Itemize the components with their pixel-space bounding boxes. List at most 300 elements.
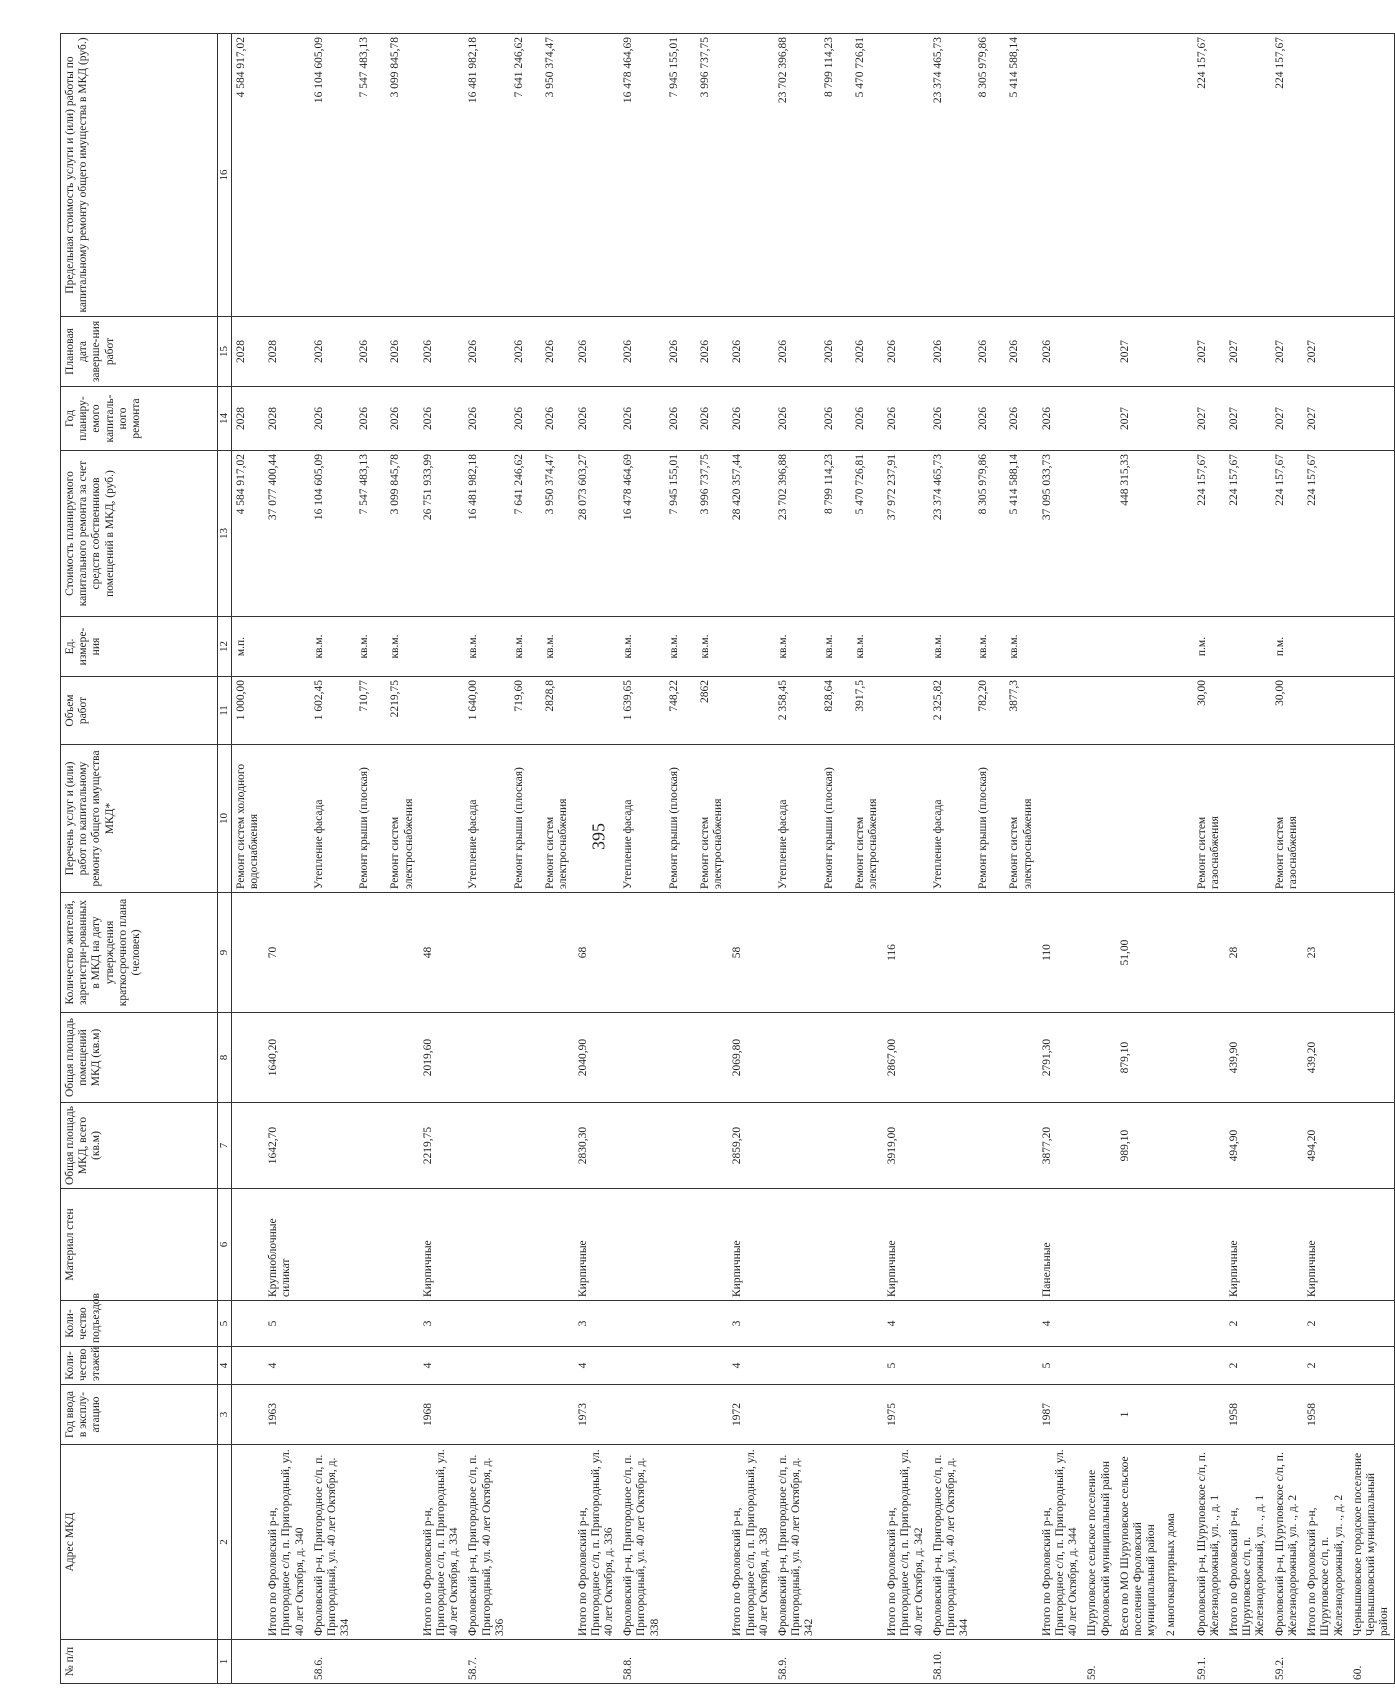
table-cell — [1038, 677, 1084, 745]
table-cell — [419, 677, 465, 745]
column-number-cell: 11 — [218, 677, 232, 745]
table-cell — [851, 1103, 883, 1189]
table-cell: Утепление фасада — [929, 745, 975, 893]
table-cell — [541, 893, 573, 1013]
table-cell — [1225, 1640, 1271, 1684]
table-cell: 8 305 979,86 — [974, 34, 1005, 317]
table-cell — [386, 893, 418, 1013]
table-cell — [1193, 1347, 1225, 1385]
table-row — [619, 34, 665, 1684]
table-cell: 28 420 357,44 — [728, 451, 774, 617]
table-cell — [386, 1103, 418, 1189]
table-cell: 2026 — [1038, 317, 1084, 387]
table-cell: 879,10 — [1116, 1013, 1162, 1103]
table-cell — [851, 1301, 883, 1347]
table-cell — [1162, 617, 1193, 677]
table-cell — [231, 1013, 264, 1103]
table-cell: 16 478 464,69 — [619, 451, 665, 617]
header-row — [61, 34, 218, 1684]
table-cell: 1 640,00 — [464, 677, 510, 745]
table-cell: Фроловский р-н, Пригородное с/п, п. Пригородный, ул. 40 лет Октября, д. 338 — [619, 1445, 665, 1640]
table-cell: Итого по Фроловский р-н, Пригородное с/п, п. Пригородный, ул. 40 лет Октября, д. 344 — [1038, 1445, 1084, 1640]
table-cell — [1005, 1103, 1037, 1189]
table-cell: Итого по Фроловский р-н, Пригородное с/п, п. Пригородный, ул. 40 лет Октября, д. 340 — [264, 1445, 310, 1640]
table-row — [264, 34, 310, 1684]
table-cell: 48 — [419, 893, 465, 1013]
table-cell: 5 470 726,81 — [851, 451, 883, 617]
table-cell: 1 639,65 — [619, 677, 665, 745]
table-cell: 2026 — [619, 317, 665, 387]
table-cell — [231, 893, 264, 1013]
table-cell — [231, 1640, 264, 1684]
table-cell: Фроловский р-н, Пригородное с/п, п. Пригородный, ул. 40 лет Октября, д. 342 — [774, 1445, 820, 1640]
table-cell — [464, 1385, 510, 1445]
table-cell: 2069,80 — [728, 1013, 774, 1103]
table-cell — [1162, 1347, 1193, 1385]
table-cell: Кирпичные — [1303, 1189, 1349, 1301]
table-cell — [1083, 1013, 1115, 1103]
table-cell — [264, 617, 310, 677]
table-cell — [974, 1189, 1005, 1301]
table-cell — [386, 1189, 418, 1301]
table-cell: Шуруповское сельское поселение Фроловский муниципальный район — [1083, 1445, 1115, 1640]
table-cell — [1116, 1301, 1162, 1347]
table-cell: 1958 — [1303, 1385, 1349, 1445]
table-row — [1083, 34, 1115, 1684]
table-cell — [1162, 745, 1193, 893]
table-cell: 2027 — [1271, 317, 1303, 387]
table-cell — [820, 1103, 851, 1189]
table-cell: 1640,20 — [264, 1013, 310, 1103]
table-cell: 2026 — [1038, 387, 1084, 451]
table-cell: 3 — [728, 1301, 774, 1347]
table-cell: 710,77 — [355, 677, 386, 745]
table-row — [386, 34, 418, 1684]
table-cell: кв.м. — [851, 617, 883, 677]
table-cell: кв.м. — [355, 617, 386, 677]
table-cell — [665, 1445, 696, 1640]
table-cell: 2027 — [1193, 387, 1225, 451]
table-cell: п.м. — [1271, 617, 1303, 677]
table-cell: Утепление фасада — [774, 745, 820, 893]
table-cell — [510, 1385, 541, 1445]
table-cell: 23 374 465,73 — [929, 451, 975, 617]
table-cell: 2026 — [310, 387, 356, 451]
table-cell — [665, 893, 696, 1013]
table-cell: 3917,5 — [851, 677, 883, 745]
table-cell: 2859,20 — [728, 1103, 774, 1189]
table-cell — [355, 893, 386, 1013]
table-cell — [1271, 1013, 1303, 1103]
table-cell: 2027 — [1303, 387, 1349, 451]
table-cell — [1349, 1301, 1395, 1347]
table-cell: 3 — [574, 1301, 620, 1347]
table-cell — [696, 1189, 728, 1301]
table-cell — [355, 1013, 386, 1103]
table-cell: 37 077 400,44 — [264, 451, 310, 617]
table-cell: п.м. — [1193, 617, 1225, 677]
table-cell: Ремонт систем газоснабжения — [1271, 745, 1303, 893]
table-cell: Фроловский р-н, Пригородное с/п, п. Пригородный, ул. 40 лет Октября, д. 344 — [929, 1445, 975, 1640]
table-cell: 439,90 — [1225, 1013, 1271, 1103]
table-cell — [1162, 317, 1193, 387]
table-cell — [464, 1347, 510, 1385]
table-cell — [1083, 317, 1115, 387]
table-cell — [1005, 1385, 1037, 1445]
table-cell — [1193, 1301, 1225, 1347]
table-cell — [1349, 617, 1395, 677]
table-cell — [820, 1385, 851, 1445]
table-cell: Итого по Фроловский р-н, Пригородное с/п, п. Пригородный, ул. 40 лет Октября, д. 336 — [574, 1445, 620, 1640]
table-cell — [1005, 1347, 1037, 1385]
table-cell — [510, 1189, 541, 1301]
table-cell: 2026 — [883, 387, 929, 451]
table-row — [1349, 34, 1395, 1684]
header-cell: Объем работ — [61, 677, 218, 745]
table-cell — [1038, 34, 1084, 317]
table-cell: Кирпичные — [419, 1189, 465, 1301]
table-cell — [1162, 1103, 1193, 1189]
table-cell — [541, 1189, 573, 1301]
table-cell: 5 470 726,81 — [851, 34, 883, 317]
table-cell: Итого по Фроловский р-н, Шуруповское с/п, п. Железнодорожный, ул. ., д. 2 — [1303, 1445, 1349, 1640]
table-cell — [355, 1385, 386, 1445]
table-cell — [1162, 1189, 1193, 1301]
table-cell — [541, 1385, 573, 1445]
table-row — [774, 34, 820, 1684]
column-number-row — [218, 34, 232, 1684]
table-cell — [974, 1347, 1005, 1385]
table-cell — [974, 893, 1005, 1013]
table-cell — [774, 1301, 820, 1347]
table-cell: 7 641 246,62 — [510, 34, 541, 317]
table-cell — [665, 1013, 696, 1103]
table-row — [1005, 34, 1037, 1684]
table-cell — [574, 617, 620, 677]
table-cell — [1349, 451, 1395, 617]
table-cell: Крупноблочные силикат — [264, 1189, 310, 1301]
table-cell: 58.8. — [619, 1640, 665, 1684]
table-cell: 3 996 737,75 — [696, 451, 728, 617]
table-cell: Итого по Фроловский р-н, Шуруповское с/п, п. Железнодорожный, ул. ., д. 1 — [1225, 1445, 1271, 1640]
table-cell — [665, 1385, 696, 1445]
table-cell: 2026 — [851, 387, 883, 451]
table-cell: 2026 — [464, 387, 510, 451]
table-cell — [386, 1640, 418, 1684]
table-cell: 494,90 — [1225, 1103, 1271, 1189]
table-cell: Кирпичные — [574, 1189, 620, 1301]
column-number-cell: 5 — [218, 1301, 232, 1347]
table-cell — [464, 1301, 510, 1347]
table-row — [1038, 34, 1084, 1684]
table-cell — [1083, 387, 1115, 451]
table-cell: Утепление фасада — [310, 745, 356, 893]
table-cell: 1975 — [883, 1385, 929, 1445]
table-cell — [774, 1347, 820, 1385]
table-cell: 26 751 933,99 — [419, 451, 465, 617]
table-cell: 2028 — [231, 387, 264, 451]
table-cell — [1193, 893, 1225, 1013]
table-cell: 2 — [1225, 1347, 1271, 1385]
table-cell: 5 — [1038, 1347, 1084, 1385]
table-cell: 2026 — [696, 317, 728, 387]
column-number-cell: 2 — [218, 1445, 232, 1640]
table-cell — [464, 1189, 510, 1301]
table-cell — [419, 745, 465, 893]
table-cell: 60. — [1349, 1640, 1395, 1684]
table-cell: 7 945 155,01 — [665, 451, 696, 617]
table-row — [1225, 34, 1271, 1684]
table-cell: Итого по Фроловский р-н, Пригородное с/п, п. Пригородный, ул. 40 лет Октября, д. 334 — [419, 1445, 465, 1640]
table-row — [728, 34, 774, 1684]
table-cell — [929, 1103, 975, 1189]
table-cell — [541, 1103, 573, 1189]
table-cell: кв.м. — [1005, 617, 1037, 677]
table-cell: 1642,70 — [264, 1103, 310, 1189]
column-number-cell: 3 — [218, 1385, 232, 1445]
table-cell: 1963 — [264, 1385, 310, 1445]
table-cell — [1271, 1103, 1303, 1189]
table-cell — [386, 1385, 418, 1445]
table-cell — [851, 1445, 883, 1640]
table-cell — [1349, 1347, 1395, 1385]
table-cell — [665, 1347, 696, 1385]
table-cell — [1083, 34, 1115, 317]
table-cell: 59. — [1083, 1640, 1115, 1684]
table-cell — [386, 1013, 418, 1103]
table-cell — [310, 1103, 356, 1189]
table-cell: 2791,30 — [1038, 1013, 1084, 1103]
table-cell: 2026 — [774, 317, 820, 387]
table-cell — [310, 1301, 356, 1347]
table-cell: Ремонт систем холодного водоснабжения — [231, 745, 264, 893]
table-cell: 58.7. — [464, 1640, 510, 1684]
table-cell: 2026 — [696, 387, 728, 451]
table-cell — [386, 1301, 418, 1347]
header-cell: Коли-чество этажей — [61, 1347, 218, 1385]
column-number-cell: 4 — [218, 1347, 232, 1385]
table-cell — [820, 1445, 851, 1640]
table-cell: 2026 — [974, 317, 1005, 387]
table-cell: 2026 — [774, 387, 820, 451]
table-cell — [1083, 1189, 1115, 1301]
table-cell — [1271, 1385, 1303, 1445]
table-cell — [231, 1347, 264, 1385]
table-cell: 2028 — [264, 317, 310, 387]
table-cell: Ремонт систем газоснабжения — [1193, 745, 1225, 893]
table-cell: кв.м. — [310, 617, 356, 677]
table-row — [231, 34, 264, 1684]
table-cell: 16 481 982,18 — [464, 34, 510, 317]
table-cell: 8 799 114,23 — [820, 34, 851, 317]
table-cell: 3 950 374,47 — [541, 451, 573, 617]
table-cell — [851, 1013, 883, 1103]
table-cell: 224 157,67 — [1193, 34, 1225, 317]
table-cell — [883, 34, 929, 317]
table-cell: Фроловский р-н, Пригородное с/п, п. Пригородный, ул. 40 лет Октября, д. 334 — [310, 1445, 356, 1640]
table-row — [1271, 34, 1303, 1684]
table-cell — [574, 34, 620, 317]
table-cell — [1005, 1445, 1037, 1640]
table-cell — [1162, 34, 1193, 317]
table-cell: 4 584 917,02 — [231, 34, 264, 317]
table-cell: 2026 — [510, 387, 541, 451]
table-cell: кв.м. — [510, 617, 541, 677]
table-cell: 3 996 737,75 — [696, 34, 728, 317]
table-cell: 4 — [728, 1347, 774, 1385]
table-cell: 2219,75 — [419, 1103, 465, 1189]
table-cell — [1349, 745, 1395, 893]
table-cell — [1349, 1385, 1395, 1445]
repair-plan-table — [60, 33, 1395, 1684]
table-cell — [696, 893, 728, 1013]
table-cell — [510, 1013, 541, 1103]
table-cell — [510, 1445, 541, 1640]
table-cell — [1303, 745, 1349, 893]
table-cell — [774, 1189, 820, 1301]
table-cell — [696, 1385, 728, 1445]
table-cell: Кирпичные — [883, 1189, 929, 1301]
table-cell: 5 414 588,14 — [1005, 34, 1037, 317]
header-cell: Предельная стоимость услуги и (или) работы по капитальному ремонту общего имущества в МКД (руб.) — [61, 34, 218, 317]
table-cell: Ремонт крыши (плоская) — [665, 745, 696, 893]
table-cell: 1973 — [574, 1385, 620, 1445]
table-cell: 3 099 845,78 — [386, 34, 418, 317]
table-cell — [1271, 1347, 1303, 1385]
table-cell: 2026 — [541, 387, 573, 451]
table-cell — [1038, 1640, 1084, 1684]
header-cell: Материал стен — [61, 1189, 218, 1301]
table-cell: 58.10. — [929, 1640, 975, 1684]
table-cell — [510, 1640, 541, 1684]
table-cell: 2026 — [1005, 387, 1037, 451]
table-cell — [974, 1301, 1005, 1347]
table-cell — [541, 1301, 573, 1347]
table-cell: 2026 — [820, 387, 851, 451]
table-cell: кв.м. — [386, 617, 418, 677]
table-cell — [541, 1445, 573, 1640]
table-cell — [774, 1103, 820, 1189]
table-cell — [1116, 1189, 1162, 1301]
table-cell: 16 481 982,18 — [464, 451, 510, 617]
table-cell: 23 374 465,73 — [929, 34, 975, 317]
table-cell: 58.6. — [310, 1640, 356, 1684]
table-cell: 110 — [1038, 893, 1084, 1013]
table-cell — [696, 1013, 728, 1103]
table-cell — [619, 893, 665, 1013]
table-row — [665, 34, 696, 1684]
table-cell: 1 602,45 — [310, 677, 356, 745]
table-cell — [1162, 893, 1193, 1013]
table-cell: 828,64 — [820, 677, 851, 745]
table-cell: 30,00 — [1193, 677, 1225, 745]
table-cell: 51,00 — [1116, 893, 1162, 1013]
table-cell — [1349, 34, 1395, 317]
table-cell: 2028 — [231, 317, 264, 387]
table-cell: 2027 — [1193, 317, 1225, 387]
table-cell: 2026 — [574, 387, 620, 451]
table-cell: кв.м. — [619, 617, 665, 677]
table-cell: 8 305 979,86 — [974, 451, 1005, 617]
table-cell: 2028 — [264, 387, 310, 451]
header-cell: Год планиру-емого капиталь-ного ремонта — [61, 387, 218, 451]
table-cell: 2027 — [1116, 387, 1162, 451]
table-cell — [774, 1385, 820, 1445]
table-cell — [386, 1347, 418, 1385]
table-cell — [820, 1013, 851, 1103]
table-cell: Ремонт систем электроснабжения — [541, 745, 573, 893]
table-cell — [1116, 745, 1162, 893]
table-cell: кв.м. — [464, 617, 510, 677]
table-cell — [310, 1189, 356, 1301]
table-row — [355, 34, 386, 1684]
table-cell: 4 — [883, 1301, 929, 1347]
table-cell — [574, 677, 620, 745]
table-cell — [1083, 1347, 1115, 1385]
table-cell: 2026 — [386, 317, 418, 387]
table-cell — [974, 1445, 1005, 1640]
table-cell: 2026 — [619, 387, 665, 451]
table-cell: 2027 — [1225, 387, 1271, 451]
table-cell — [419, 617, 465, 677]
table-cell — [355, 1640, 386, 1684]
table-cell: 2 — [1303, 1347, 1349, 1385]
table-cell: 2026 — [464, 317, 510, 387]
table-header — [61, 34, 232, 1684]
header-cell: Плановая дата заверше-ния работ — [61, 317, 218, 387]
table-cell — [1162, 677, 1193, 745]
table-cell — [883, 1640, 929, 1684]
table-cell — [419, 34, 465, 317]
table-row — [929, 34, 975, 1684]
table-cell — [464, 893, 510, 1013]
table-cell: 3877,20 — [1038, 1103, 1084, 1189]
table-cell — [665, 1640, 696, 1684]
table-cell — [929, 893, 975, 1013]
table-cell: 4 — [264, 1347, 310, 1385]
table-cell — [1162, 1013, 1193, 1103]
table-cell — [696, 1640, 728, 1684]
table-cell — [774, 1013, 820, 1103]
table-cell: 3 — [419, 1301, 465, 1347]
column-number-cell: 13 — [218, 451, 232, 617]
table-row — [1116, 34, 1162, 1684]
table-cell: 1958 — [1225, 1385, 1271, 1445]
table-cell: 3 950 374,47 — [541, 34, 573, 317]
table-cell — [1162, 451, 1193, 617]
table-cell: 224 157,67 — [1271, 451, 1303, 617]
column-number-cell: 6 — [218, 1189, 232, 1301]
table-cell: 224 157,67 — [1225, 451, 1271, 617]
header-cell: Адрес МКД — [61, 1445, 218, 1640]
table-cell: 5 — [264, 1301, 310, 1347]
table-cell — [696, 1347, 728, 1385]
table-cell — [1193, 1189, 1225, 1301]
table-cell — [541, 1013, 573, 1103]
table-cell — [619, 1385, 665, 1445]
table-cell — [851, 1385, 883, 1445]
page-number: 395 — [588, 823, 609, 850]
table-cell: 28 — [1225, 893, 1271, 1013]
table-cell — [665, 1103, 696, 1189]
table-cell: 2830,30 — [574, 1103, 620, 1189]
table-cell — [1116, 1640, 1162, 1684]
table-cell — [264, 34, 310, 317]
table-cell — [696, 1301, 728, 1347]
table-cell: Утепление фасада — [619, 745, 665, 893]
table-cell — [310, 1013, 356, 1103]
table-cell: 5 — [883, 1347, 929, 1385]
